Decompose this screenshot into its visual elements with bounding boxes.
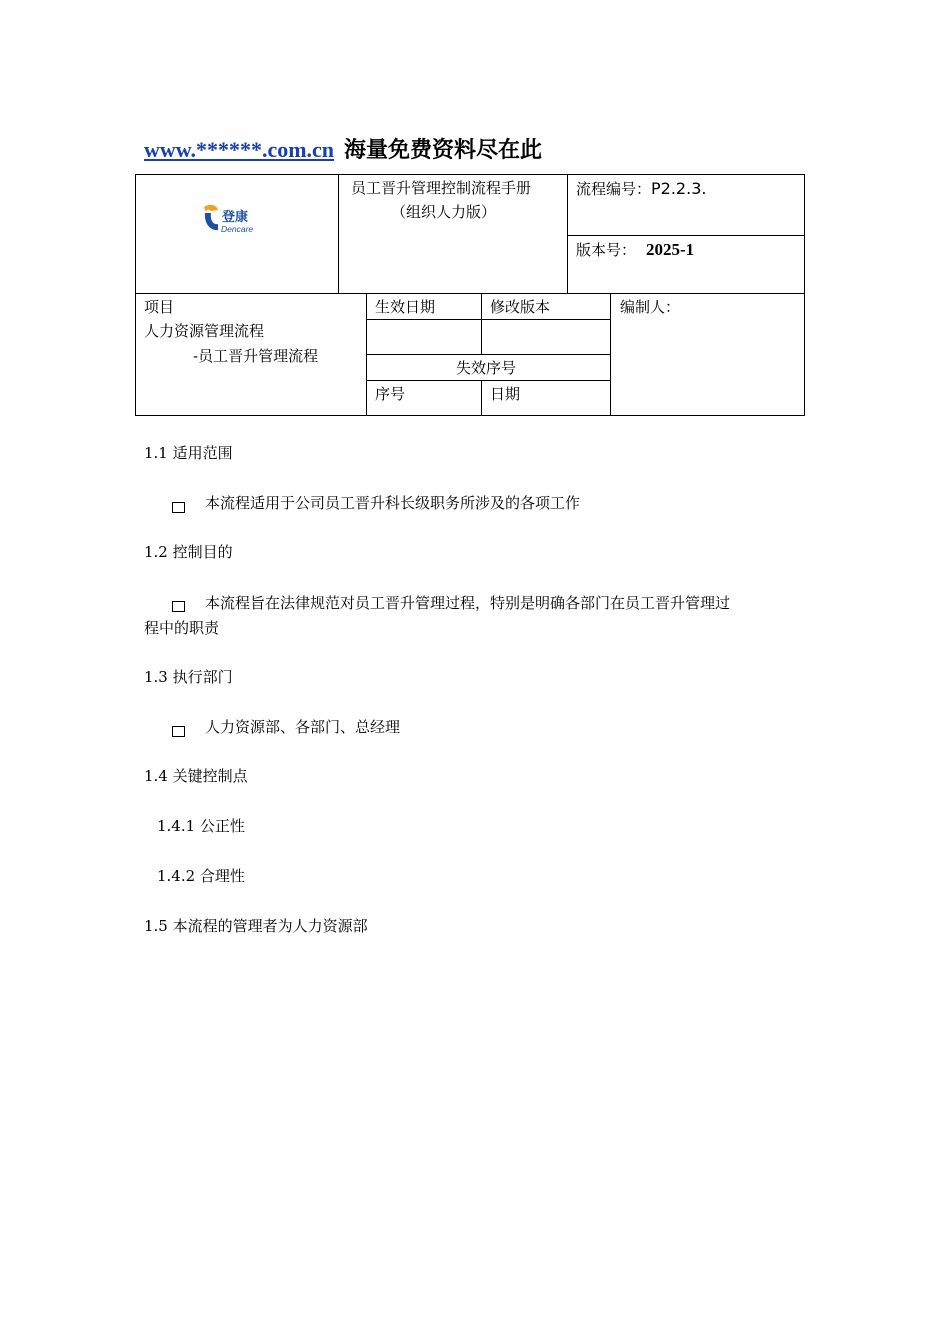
divider (567, 174, 568, 294)
section-1-2-item-line2: 程中的职责 (144, 619, 220, 637)
checkbox-icon (172, 502, 185, 513)
section-1-1-item: 本流程适用于公司员工晋升科长级职务所涉及的各项工作 (205, 494, 581, 512)
version-label: 版本号： (576, 241, 637, 259)
manual-subtitle: （组织人力版） (391, 203, 497, 221)
site-link[interactable]: www.******.com.cn (144, 137, 335, 162)
divider (481, 293, 482, 355)
project-subname: -员工晋升管理流程 (193, 347, 319, 365)
divider (338, 174, 339, 294)
divider (366, 319, 610, 320)
divider (567, 235, 805, 236)
expired-seq-label: 失效序号 (456, 359, 517, 377)
svg-text:Dencare: Dencare (221, 224, 254, 234)
version-number (576, 240, 694, 260)
section-1-4-2: 1.4.2 合理性 (157, 867, 245, 885)
manual-title: 员工晋升管理控制流程手册 (351, 179, 532, 197)
process-number-label: 流程编号： (576, 180, 652, 198)
project-label: 项目 (144, 298, 175, 316)
divider (366, 380, 610, 381)
author-label: 编制人： (620, 298, 681, 316)
checkbox-icon (172, 601, 185, 612)
effective-date-label: 生效日期 (375, 298, 436, 316)
section-1-2-title: 1.2 控制目的 (144, 543, 233, 561)
section-1-4-title: 1.4 关键控制点 (144, 767, 248, 785)
section-1-3-title: 1.3 执行部门 (144, 668, 233, 686)
date-label: 日期 (490, 385, 521, 403)
divider (135, 293, 805, 294)
header-line (144, 133, 542, 164)
svg-text:登康: 登康 (222, 210, 249, 225)
seq-label: 序号 (375, 385, 406, 403)
process-number-value: P2.2.3. (651, 179, 707, 198)
section-1-3-item: 人力资源部、各部门、总经理 (205, 718, 401, 736)
slogan: 海量免费资料尽在此 (344, 137, 543, 163)
divider (610, 293, 611, 416)
section-1-1-title: 1.1 适用范围 (144, 444, 233, 462)
section-1-2-item-line1: 本流程旨在法律规范对员工晋升管理过程，特别是明确各部门在员工晋升管理过 (205, 594, 731, 612)
project-name: 人力资源管理流程 (144, 322, 265, 340)
dencare-logo (201, 203, 261, 237)
divider (481, 380, 482, 416)
revision-label: 修改版本 (490, 298, 551, 316)
divider (366, 354, 610, 355)
section-1-4-1: 1.4.1 公正性 (157, 817, 245, 835)
checkbox-icon (172, 726, 185, 737)
process-number (576, 179, 706, 199)
version-value: 2025-1 (646, 240, 695, 259)
section-1-5-title: 1.5 本流程的管理者为人力资源部 (144, 917, 368, 935)
